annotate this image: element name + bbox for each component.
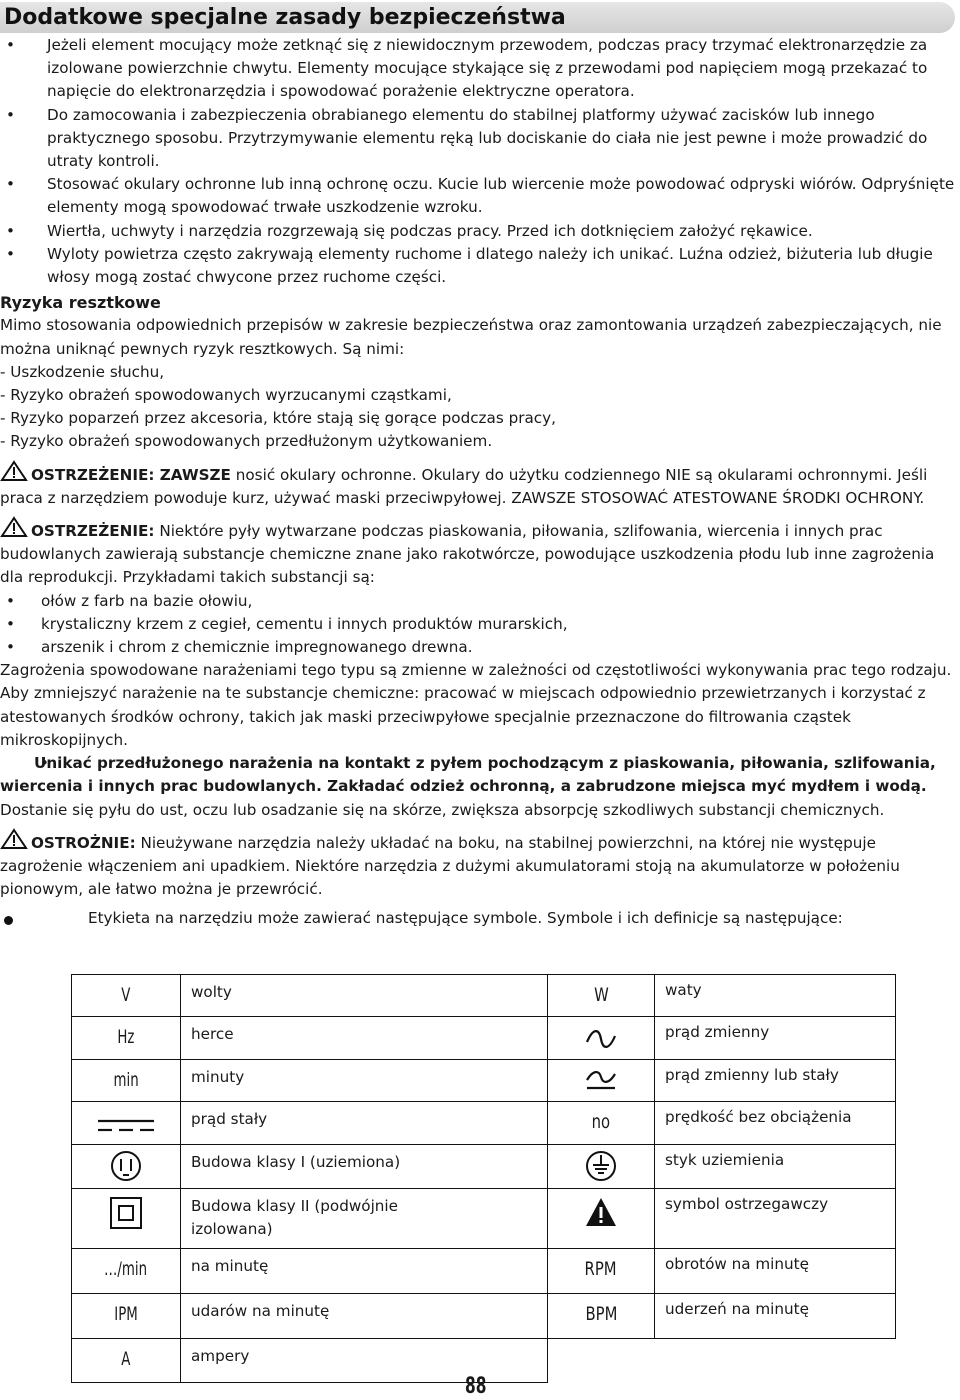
definition-cell: prąd stały [181,1102,548,1145]
residual-item: - Ryzyko obrażeń spowodowanych wyrzucanymi cząstkami, [0,386,452,405]
table-row [72,1017,896,1060]
bullet-text: Wyloty powietrza często zakrywają elementy ruchome i dlatego należy ich unikać. Luźna odzież, biżuteria lub długie włosy mogą zostać chwycone przez ruchome części. [47,244,933,287]
symbol-cell [72,1145,181,1189]
definition-cell: symbol ostrzegawczy [655,1189,896,1249]
symbol-minutes: min [113,1069,139,1091]
definition-cell: prąd zmienny lub stały [655,1060,896,1102]
warning-text: Niektóre pyły wytwarzane podczas piaskowania, piłowania, szlifowania, wiercenia i innych prac budowlanych zawierają substancje chemiczne znane jako rakotwórcze, powodujące uszkodzenia płodu lub inne zagrożenia dla reprodukcji. Przykładami takich substancji są: [0,522,935,587]
list-item [0,613,956,636]
symbols-intro: Etykieta na narzędziu może zawierać następujące symbole. Symbole i ich definicje są następujące: [0,907,956,930]
earth-icon [584,1149,618,1183]
symbol-volt: V [121,984,131,1006]
table-row [72,1060,896,1102]
warning-icon [0,460,28,482]
table-row [72,1102,896,1145]
warning-label: OSTRZEŻENIE: [31,522,155,541]
residual-item: - Ryzyko poparzeń przez akcesoria, które stają się gorące podczas pracy, [0,409,556,428]
warning-followup: Zagrożenia spowodowane narażeniami tego typu są zmienne w zależności od częstotliwości wykonywania prac tego rodzaju. Aby zmniejszyć narażenie na te substancje chemiczne: pracować w miejscach odpowiednio przewietrzanych i korzystać z atestowanych środków ochrony, takich jak maski przeciwpyłowe specjalnie przeznaczone do filtrowania cząstek mikroskopijnych. [0,661,952,749]
symbol-cell [72,1189,181,1249]
symbol-per-minute: …/min [104,1258,148,1280]
page-number: 88 [465,1374,487,1399]
list-item [0,636,956,659]
dc-icon [96,1109,156,1139]
symbol-cell [72,1249,181,1294]
definition-cell: herce [181,1017,548,1060]
symbol-no-load: no [591,1111,611,1133]
definition-cell: styk uziemienia [655,1145,896,1189]
definition-cell: Budowa klasy I (uziemiona) [181,1145,548,1189]
acdc-icon [581,1066,621,1096]
symbol-cell [72,975,181,1017]
symbol-cell [72,1102,181,1145]
definition-cell: uderzeń na minutę [655,1294,896,1339]
warning-block-2 [0,516,956,590]
warning-block-1 [0,460,956,510]
bullet-text: Stosować okulary ochronne lub inną ochronę oczu. Kucie lub wiercenie może powodować odpryski wiórów. Odpryśnięte elementy mogą spowodować trwałe uszkodzenie wzroku. [47,175,955,217]
page-title: Dodatkowe specjalne zasady bezpieczeństwa [4,5,566,30]
table-row [72,1249,896,1294]
residual-item: - Uszkodzenie słuchu, [0,362,165,381]
symbols-table [71,974,896,1383]
table-row [72,1294,896,1339]
warning-icon [0,828,28,850]
class2-icon [108,1195,144,1231]
definition-cell: wolty [181,975,548,1017]
residual-item: - Ryzyko obrażeń spowodowanych przedłużonym użytkowaniem. [0,432,493,451]
definition-cell: udarów na minutę [181,1294,548,1339]
list-item [0,590,956,613]
symbol-ipm: IPM [114,1303,138,1325]
warning-icon [584,1196,618,1228]
symbol-hertz: Hz [117,1026,135,1048]
residual-heading: Ryzyka resztkowe [0,293,161,313]
bullet-text: Jeżeli element mocujący może zetknąć się z niewidocznym przewodem, podczas pracy trzymać elektronarzędzie za izolowane powierzchnie chwytu. Elementy mocujące stykające się z przewodami pod napięciem mogą przekazać to napięcie do elektronarzędzia i spowodować porażenie elektryczne operatora. [47,36,928,101]
content [0,34,956,931]
warning-icon [0,516,28,538]
empty-cell [655,1339,896,1383]
ac-icon [581,1024,621,1054]
caution-text: Nieużywane narzędzia należy układać na boku, na stabilnej powierzchni, na której nie występuje zagrożenie włączeniem ani upadkiem. Niektóre narzędzia z dużymi akumulatorami stoją na akumulatorze w położeniu pionowym, ale łatwo można je przewrócić. [0,833,900,899]
bullet-text: Wiertła, uchwyty i narzędzia rozgrzewają się podczas pracy. Przed ich dotknięciem założyć rękawice. [47,221,813,240]
symbol-cell [548,1102,655,1145]
symbol-bpm: BPM [585,1303,617,1325]
symbol-cell [548,1017,655,1060]
list-item [0,34,956,104]
residual-intro: Mimo stosowania odpowiednich przepisów w zakresie bezpieczeństwa oraz zamontowania urządzeń zabezpieczających, nie można uniknąć pewnych ryzyk resztkowych. Są nimi: [0,316,942,358]
empty-cell [548,1339,655,1383]
table-row [72,1145,896,1189]
definition-cell [181,1189,548,1249]
list-item [0,173,956,219]
symbol-rpm: RPM [584,1258,618,1280]
definition-cell: na minutę [181,1249,548,1294]
symbol-cell [548,1060,655,1102]
symbol-cell [548,1145,655,1189]
symbol-cell [72,1017,181,1060]
definition-cell: prąd zmienny [655,1017,896,1060]
definition-text: Budowa klasy II (podwójnie izolowana) [191,1197,398,1238]
warning-text: nosić okulary ochronne. Okulary do użytku codziennego NIE są okularami ochronnymi. Jeśli praca z narzędziem powoduje kurz, używać maski przeciwpyłowej. ZAWSZE STOSOWAĆ ATESTOWANE ŚRODKI OCHRONY. [0,465,928,507]
bullet-text: ołów z farb na bazie ołowiu, [41,591,253,610]
list-item [0,752,956,822]
symbol-cell [72,1294,181,1339]
bold-bullet-text: Unikać przedłużonego narażenia na kontakt z pyłem pochodzącym z piaskowania, piłowania, szlifowania, wiercenia i innych prac budowlanych. Zakładać odzież ochronną, a zabrudzone miejsca myć mydłem i wodą. [0,754,936,796]
caution-label: OSTROŻNIE: [31,833,136,852]
symbol-cell [548,1294,655,1339]
class1-icon [109,1149,143,1183]
caution-block [0,828,956,902]
definition-cell: ampery [181,1339,548,1383]
symbol-cell [72,1339,181,1383]
symbol-cell [548,1249,655,1294]
list-item [0,104,956,174]
definition-cell: obrotów na minutę [655,1249,896,1294]
symbol-ampere: A [121,1348,131,1370]
symbol-cell [548,1189,655,1249]
definition-cell: minuty [181,1060,548,1102]
list-item [0,220,956,243]
bullet-text: arszenik i chrom z chemicznie impregnowanego drewna. [41,638,473,657]
definition-cell: prędkość bez obciążenia [655,1102,896,1145]
bullet-text: krystaliczny krzem z cegieł, cementu i innych produktów murarskich, [41,614,568,633]
bullet-text: Dostanie się pyłu do ust, oczu lub osadzanie się na skórze, zwiększa absorpcję szkodliwych substancji chemicznych. [0,800,885,819]
symbol-cell [72,1060,181,1102]
table-row [72,975,896,1017]
list-item [0,243,956,289]
definition-cell: waty [655,975,896,1017]
symbol-watt: W [593,984,609,1006]
table-row [72,1189,896,1249]
bullet-text: Do zamocowania i zabezpieczenia obrabianego elementu do stabilnej platformy używać zacisków lub innego praktycznego sposobu. Przytrzymywanie elementu ręką lub dociskanie do ciała nie jest pewne i może prowadzić do utraty kontroli. [47,105,928,171]
warning-label: OSTRZEŻENIE: ZAWSZE [31,465,231,484]
section-header [0,2,955,33]
symbol-cell [548,975,655,1017]
